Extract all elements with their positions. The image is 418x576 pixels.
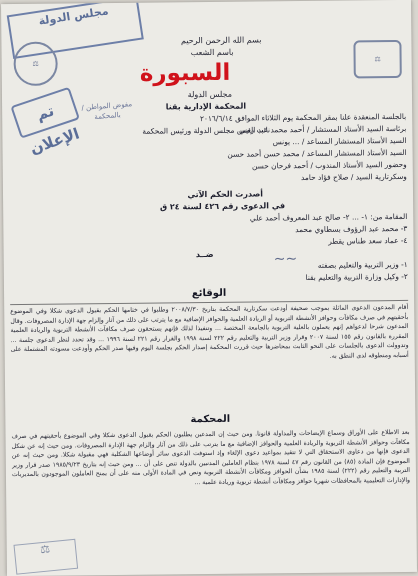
- plaintiffs-line-3: ٤- عماد سعد طناس يقطر: [328, 235, 408, 246]
- by-people: باسم الشعب: [190, 47, 234, 58]
- facts-heading: الوقائع: [191, 287, 227, 300]
- verdict-intro: أصدرت الحكم الآتي: [187, 189, 264, 200]
- session-line-2-title: نائب رئيس مجلس الدولة ورئيس المحكمة: [142, 125, 271, 136]
- against-label: ضــد: [195, 249, 214, 260]
- reasoning-body: بعد الاطلاع على الأوراق وسماع الإيضاحات والمداولة قانونا. ومن حيث إن المدعين يطلبون الحكم بقبول الدعوى شكلا وفي الموضوع بأحقيتهم في صرف مكافآت وحوافز الأنشطة التربوية والريادة العلمية والحوافز الإضافية مع ما يترتب على ذلك من آثار وإلزام جهة الإدارة المصروفات. ومن حيث إنه عن شكل الدعوى فإنها من دعاوى الاستحقاق التي لا تتقيد بمواعيد دعوى الإلغاء وإذ استوفت الدعوى سائر أوضاعها الشكلية فهي مقبولة شكلا. ومن حيث إنه عن الموضوع فإن المادة (٨٥) من القانون رقم ٤٧ لسنة ١٩٧٨ بنظام العاملين المدنيين بالدولة تنص على أن ... ومن حيث إنه بتاريخ ١٩٨٥/٩/٢٣ صدر قرار وزير التربية والتعليم رقم (٢٢٢) لسنة ١٩٨٥ بشأن الحوافز ومكافآت الأنشطة التربوية ونص في المادة الأولى منه على أن يمنح العاملون الموجودون بالمديريات والإدارات التعليمية بالمحافظات شهريا حوافز ومكافآت أنشطة تربوية وريادة علمية ...: [11, 428, 411, 487]
- session-line-5: وحضور السيد الأستاذ المندوب / أحمد فرحان حسن: [251, 159, 407, 171]
- court-judgment-document: [1, 0, 417, 576]
- session-line-3: السيد الأستاذ المستشار المساعد / ... يونس: [272, 135, 407, 147]
- state-council-seal: ⚖: [13, 42, 57, 86]
- session-line-6: وسكرتارية السيد / صلاح فؤاد حامد: [300, 171, 407, 183]
- site-watermark: السبورة: [139, 59, 231, 87]
- plaintiffs-line-1: المقامة من: ١- ... ٢- صالح عبد المعروف أحمد علي: [249, 211, 408, 223]
- court-name: المحكمة الإدارية بقنا: [165, 101, 247, 112]
- commissioner-stamp: مفوض المواطن / بالمحكمة: [81, 100, 133, 122]
- defendant-1: ١- وزير التربية والتعليم بصفته: [317, 259, 408, 270]
- council-name: مجلس الدولة: [187, 89, 233, 100]
- session-line-4: السيد الأستاذ المستشار المساعد / محمد حسن أحمد حسن: [227, 147, 407, 159]
- basmala: بسم الله الرحمن الرحيم: [180, 35, 262, 46]
- plaintiffs-line-2: ٣- محمد عبد الرؤوف بسطاوي محمد: [295, 223, 408, 235]
- reasoning-heading: المحكمة: [190, 413, 231, 426]
- session-line-1: بالجلسة المنعقدة علنا بمقر المحكمة يوم الثلاثاء الموافق ٢٠١٦/٦/١٤: [199, 111, 407, 124]
- state-council-logo: ⚖: [353, 40, 401, 79]
- approved-stamp: تم الإعلان: [10, 87, 80, 139]
- council-stamp-text: مجلس الدولة: [37, 4, 110, 28]
- footer-seal: ⚖: [13, 539, 78, 575]
- case-number: في الدعوى رقم ٤٢٦ لسنة ٢٤ ق: [159, 201, 286, 212]
- defendant-2: ٢- وكيل وزارة التربية والتعليم بقنا: [305, 271, 408, 282]
- session-line-2: برئاسة السيد الأستاذ المستشار / أحمد محمد عبد الغني: [238, 123, 407, 135]
- facts-body: أقام المدعون الدعوى الماثلة بموجب صحيفة أودعت سكرتارية المحكمة بتاريخ ٢٠٠٨/٧/٣٠ وطلبوا في ختامها الحكم بقبول الدعوى شكلا وفي الموضوع بأحقيتهم في صرف مكافآت وحوافز الأنشطة التربوية أو الريادة العلمية والحوافز الإضافية مع ما يترتب على ذلك من آثار وإلزام جهة الإدارة المصروفات. وقال المدعون شرحا لدعواهم إنهم يعملون بالعلية التربوية بالجامعة المختصة ... وتنفيذا لذلك فإنهم يستحقون صرف مكافآت الأنشطة التربوية والريادة العلمية المقررة بالقانون رقم ١٥٥ لسنة ٢٠٠٧ وقرار وزير التربية والتعليم رقم ٢٢٢ لسنة ١٩٩٨ والقرار رقم ٢٢١ لسنة ١٩٩٦ ... وقد تحدد لنظر الدعوى جلسة ... وتدوولت الدعوى بالجلسات على النحو الثابت بمحاضرها حيث قررت المحكمة إصدار الحكم بجلسة اليوم وفيها صدر الحكم وأودعت مسودته المشتملة على أسبابه ومنطوقه لدى النطق به.: [10, 303, 409, 360]
- signature-mark: ~~: [273, 251, 298, 268]
